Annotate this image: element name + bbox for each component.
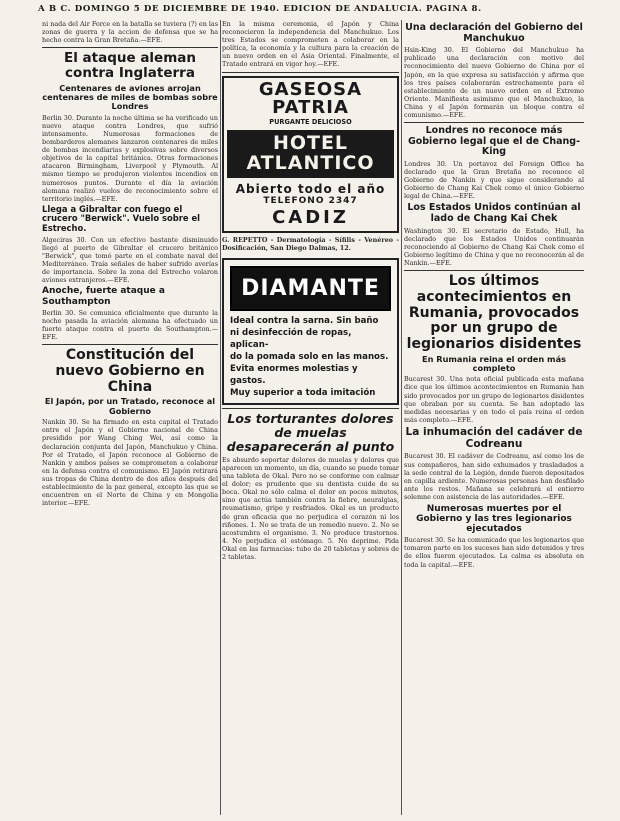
headline: Constitución del nuevo Gobierno en China bbox=[55, 347, 205, 395]
article-text: Nankin 30. Se ha firmado en esta capital el Tratado entre el Japón y el Gobierno nacional de China presidido por Wang Ching Wei, así como la declaración conjunta del Japón, Manchukuo y China. Por el Tratado, el Japón reconoce al Gobierno de Nankin y ambos países se comprometen a colaborar en la defensa contra el comunismo. El Japón retirará sus tropas de China dentro de dos años después del establecimiento de la paz general, excepto las que se encuentren en el Norte de China y en Mongolia interior.—EFE. bbox=[42, 418, 218, 508]
ad-text: Muy superior a toda imitación bbox=[230, 387, 376, 398]
advertisement-gaseosa bbox=[222, 76, 399, 233]
ad-title: HOTEL ATLANTICO bbox=[227, 130, 394, 178]
article-text: Bucarest 30. Se ha comunicado que los legionarios que tomaron parte en los sucesos han sido detenidos y tres de ellos fueron ejecutados. La calma es absoluta en toda la capital.—EFE. bbox=[404, 536, 584, 569]
ad-subtitle: PURGANTE DELICIOSO bbox=[269, 118, 352, 127]
article-text: Es absurdo soportar dolores de muelas y dolores que aparecen un momento, un día, cuando se puede tomar una tableta de Okal. Pero no se conforme con calmar el dolor; es prudente que su dentista cuide de su boca. Okal no sólo calma el dolor en pocos minutos, sino que actúa también contra la fiebre, neuralgias, reumatismo, gripe y resfriados. Okal es un producto de gran eficacia que no perjudica el corazón ni los riñones. 1. No se trata de un remedio nuevo. 2. No se acostumbra el organismo. 3. No produce trastornos. 4. No perjudica el estómago. 5. No deprime. Pida Okal en las farmacias: tubo de 20 tabletas y sobres de 2 tabletas. bbox=[222, 455, 399, 562]
article-text: Algeciras 30. Con un efectivo bastante disminuido llegó al puerto de Gibraltar el crucero británico "Berwick", que tomó parte en el combate naval del Mediterráneo. Traía señales de haber sufrido averías de importancia. Sobre la zona del Estrecho volaron aviones extranjeros.—EFE. bbox=[42, 235, 218, 285]
headline: Los Estados Unidos continúan al lado de Chang Kai Chek bbox=[407, 202, 581, 225]
ad-text: TELEFONO 2347 bbox=[263, 196, 358, 207]
article-text: En la misma ceremonia, el Japón y China reconocieron la independencia del Manchukuo. Los tres Estados se comprometen a colaborar en la política, la economía y la cultura para la creación de un nuevo orden en el Asia Oriental. Finalmente, el Tratado entrará en vigor hoy.—EFE. bbox=[222, 20, 399, 69]
column-middle bbox=[222, 20, 399, 818]
advertisement-sarna bbox=[222, 258, 399, 405]
article-text: Hsin-King 30. El Gobierno del Manchukuo ha publicado una declaración con motivo del reconocimiento del nuevo Gobierno de China por el Japón, en la que expresa su satisfacción y afirma que los tres países colaborarán estrechamente para el establecimiento de un nuevo orden en el Extremo Oriente. Manifiesta asimismo que el Manchukuo, la China y el Japón formarán un bloque contra el comunismo.—EFE. bbox=[404, 46, 584, 119]
ad-title: GASEOSA PATRIA bbox=[258, 78, 363, 119]
divider bbox=[42, 47, 218, 48]
article-text: Londres 30. Un portavoz del Foreign Office ha declarado que la Gran Bretaña no reconoce el Gobierno de Nankin y que sigue considerando al Gobierno de Chang Kai Chek como el único Gobierno legal de China.—EFE. bbox=[404, 159, 584, 201]
page-header: A B C. DOMINGO 5 DE DICIEMBRE DE 1940. EDICION DE ANDALUCIA. PAGINA 8. bbox=[38, 4, 482, 14]
ad-text: G. REPETTO - Dermatología - Sífilis - Venéreo - Dosificación, San Diego Dalmas, 12. bbox=[222, 235, 399, 252]
ad-text: Abierto todo el año bbox=[235, 181, 386, 196]
headline: Numerosas muertes por el Gobierno y las tres legionarios ejecutados bbox=[416, 503, 572, 535]
article-text: Berlin 30. Se comunica oficialmente que durante la noche pasada la aviación alemana ha efectuado un fuerte ataque contra el puerto de Southampton.—EFE. bbox=[42, 309, 218, 342]
subheadline: En Rumania reina el orden más completo bbox=[422, 353, 566, 373]
divider bbox=[222, 72, 399, 73]
article-text: Berlin 30. Durante la noche última se ha verificado un nuevo ataque contra Londres, que sufrió intensamente. Numerosas formaciones de bombarderos alemanes lanzaron centenares de miles de bombas incendiarias y explosivas sobre diversos objetivos de la capital británica. Otras formaciones atacaron Birmingham, Liverpool y Plymouth. Al mismo tiempo se produjeron violentos incendios en numerosos puntos. Durante el día la aviación alemana realizó vuelos de reconocimiento sobre el territorio inglés.—EFE. bbox=[42, 113, 218, 203]
ad-text: do la pomada solo en las manos. bbox=[230, 351, 389, 362]
article-text: Bucarest 30. El cadáver de Codreanu, así como los de sus compañeros, han sido exhumados y trasladados a la sede central de la Legión, donde fueron depositados en capilla ardiente. Numerosas personas han desfilado ante los restos. Mañana se celebrará el entierro solemne con asistencia de las autoridades.—EFE. bbox=[404, 452, 584, 501]
headline: El ataque aleman contra Inglaterra bbox=[63, 50, 197, 82]
column-right bbox=[404, 20, 584, 818]
ad-text: Evita enormes molestias y gastos. bbox=[230, 363, 358, 386]
headline: Una declaración del Gobierno del Manchukuo bbox=[405, 22, 583, 44]
ad-title: CADIZ bbox=[272, 206, 349, 228]
subheadline: Centenares de aviones arrojan centenares de miles de bombas sobre Londres bbox=[42, 82, 218, 112]
divider bbox=[222, 408, 399, 409]
headline: Londres no reconoce más Gobierno legal que el de Chang-King bbox=[407, 125, 581, 158]
article-text: Bucarest 30. Una nota oficial publicada esta mañana dice que los últimos acontecimientos en Rumania han sido provocados por un grupo de legionarios disidentes que obraban por su cuenta. Se han adoptado las medidas necesarias y en todo el país reina el orden más completo.—EFE. bbox=[404, 375, 584, 424]
column-rule bbox=[401, 20, 402, 815]
subheadline: El Japón, por un Tratado, reconoce al Gobierno bbox=[44, 396, 216, 416]
column-rule bbox=[220, 20, 221, 815]
headline: Los últimos acontecimientos en Rumania, provocados por un grupo de legionarios disidentes bbox=[406, 273, 582, 352]
headline: Llega a Gibraltar con fuego el crucero "Berwick". Vuelo sobre el Estrecho. bbox=[42, 203, 201, 234]
ad-text: Ideal contra la sarna. Sin baño bbox=[230, 315, 379, 326]
headline: La inhumación del cadáver de Codreanu bbox=[405, 425, 583, 450]
divider bbox=[42, 344, 218, 345]
divider bbox=[404, 270, 584, 271]
column-left bbox=[42, 20, 218, 818]
article-text: Washington 30. El secretario de Estado, Hull, ha declarado que los Estados Unidos continuarán reconociendo al Gobierno de Chang Kai Chek como el Gobierno legítimo de China y que no reconocerán al de Nankin.—EFE. bbox=[404, 226, 584, 268]
divider bbox=[404, 122, 584, 123]
ad-logo: DIAMANTE bbox=[230, 266, 391, 311]
headline: Los torturantes dolores de muelas desaparecerán al punto bbox=[226, 410, 395, 454]
ad-text: ni desinfección de ropas, aplican- bbox=[230, 327, 352, 350]
article-text: ni nada del Air Force en la batalla se tuviera (?) en las zonas de guerra y la accion de defensa que se ha hecho contra la Gran Bretaña.—EFE. bbox=[42, 20, 218, 45]
headline: Anoche, fuerte ataque a Southampton bbox=[42, 286, 165, 307]
